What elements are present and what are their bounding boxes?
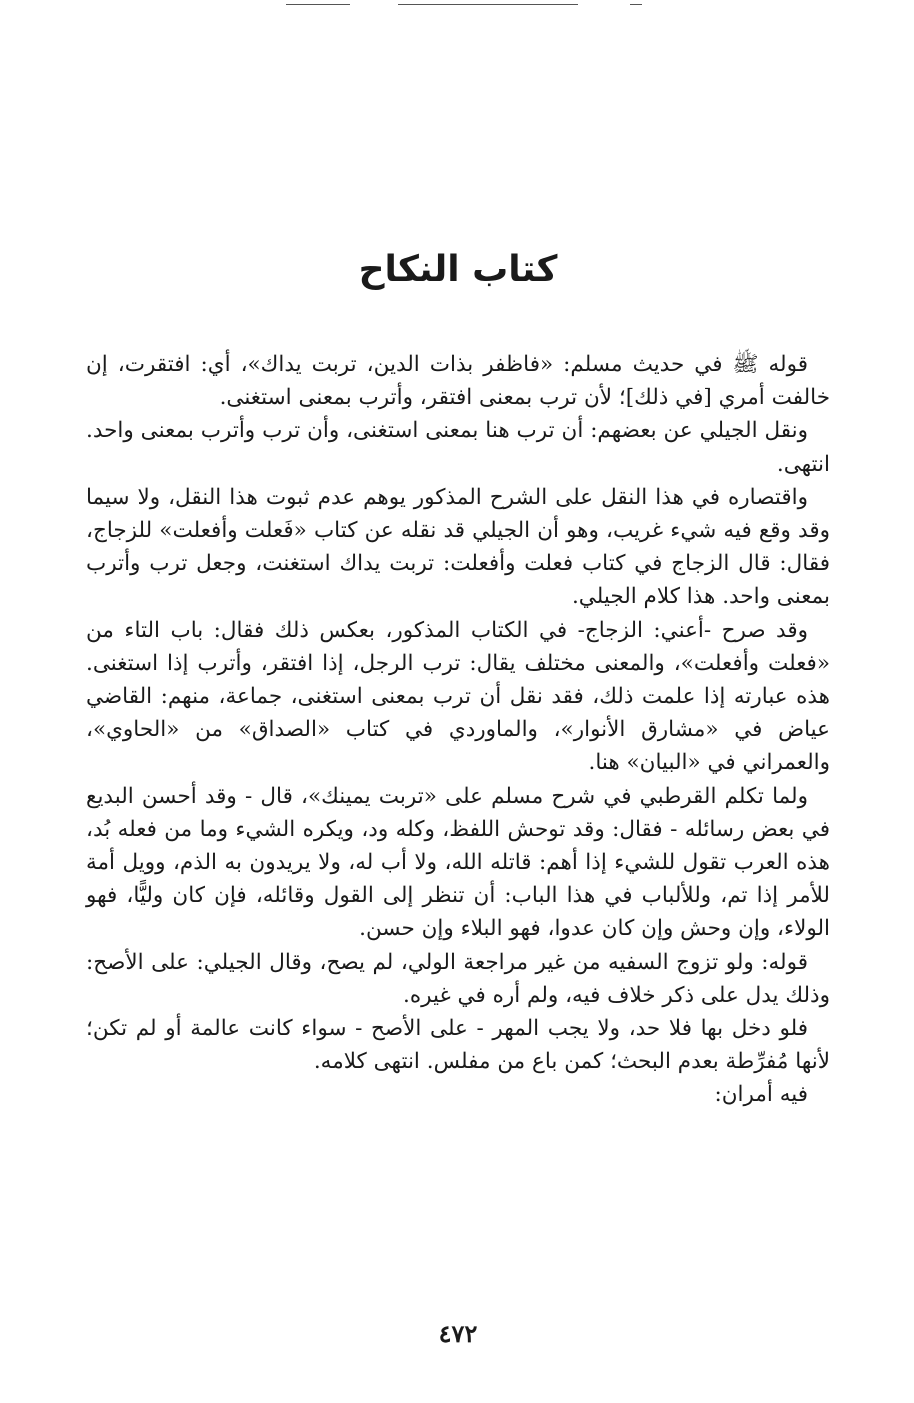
body-text xyxy=(86,348,830,1112)
book-page xyxy=(86,0,830,1403)
page-number: ٤٧٢ xyxy=(438,1319,478,1348)
paragraph: قوله: ولو تزوج السفيه من غير مراجعة الولي، لم يصح، وقال الجيلي: على الأصح: وذلك يدل على ذكر خلاف فيه، ولم أره في غيره. xyxy=(86,949,830,1008)
paragraph: فلو دخل بها فلا حد، ولا يجب المهر - على الأصح - سواء كانت عالمة أو لم تكن؛ لأنها مُفرِّطة بعدم البحث؛ كمن باع من مفلس. انتهى كلامه. xyxy=(86,1016,830,1075)
paragraph: وقد صرح -أعني: الزجاج- في الكتاب المذكور، بعكس ذلك فقال: باب التاء من «فعلت وأفعلت»، والمعنى مختلف يقال: ترب الرجل، إذا افتقر، وأترب إذا استغنى. هذه عبارته إذا علمت ذلك، فقد نقل أن ترب بمعنى استغنى، جماعة، منهم: القاضي عياض في «مشارق الأنوار»، والماوردي في كتاب «الصداق» من «الحاوي»، والعمراني في «البيان» هنا. xyxy=(86,617,830,776)
paragraph: فيه أمران: xyxy=(714,1082,808,1108)
chapter-title: كتاب النكاح xyxy=(358,249,558,290)
paragraph: قوله ﷺ في حديث مسلم: «فاظفر بذات الدين، تربت يداك»، أي: افتقرت، إن خالفت أمري [في ذلك]؛ لأن ترب بمعنى افتقر، وأترب بمعنى استغنى. xyxy=(86,352,830,411)
paragraph: ونقل الجيلي عن بعضهم: أن ترب هنا بمعنى استغنى، وأن ترب وأترب بمعنى واحد. انتهى. xyxy=(86,418,830,477)
paragraph: ولما تكلم القرطبي في شرح مسلم على «تربت يمينك»، قال - وقد أحسن البديع في بعض رسائله - فقال: وقد توحش اللفظ، وكله ود، ويكره الشيء وما من فعله بُد، هذه العرب تقول للشيء إذا أهم: قاتله الله، ولا أب له، ولا يريدون به الذم، وويل أمة للأمر إذا تم، وللألباب في هذا الباب: أن تنظر إلى القول وقائله، فإن كان وليًّا، فهو الولاء، وإن وحش وإن كان عدوا، فهو البلاء وإن حسن. xyxy=(86,783,830,942)
paragraph: واقتصاره في هذا النقل على الشرح المذكور يوهم عدم ثبوت هذا النقل، ولا سيما وقد وقع فيه شيء غريب، وهو أن الجيلي قد نقله عن كتاب «فَعلت وأفعلت» للزجاج، فقال: قال الزجاج في كتاب فعلت وأفعلت: تربت يداك استغنت، وجعل ترب وأترب بمعنى واحد. هذا كلام الجيلي. xyxy=(86,484,830,610)
